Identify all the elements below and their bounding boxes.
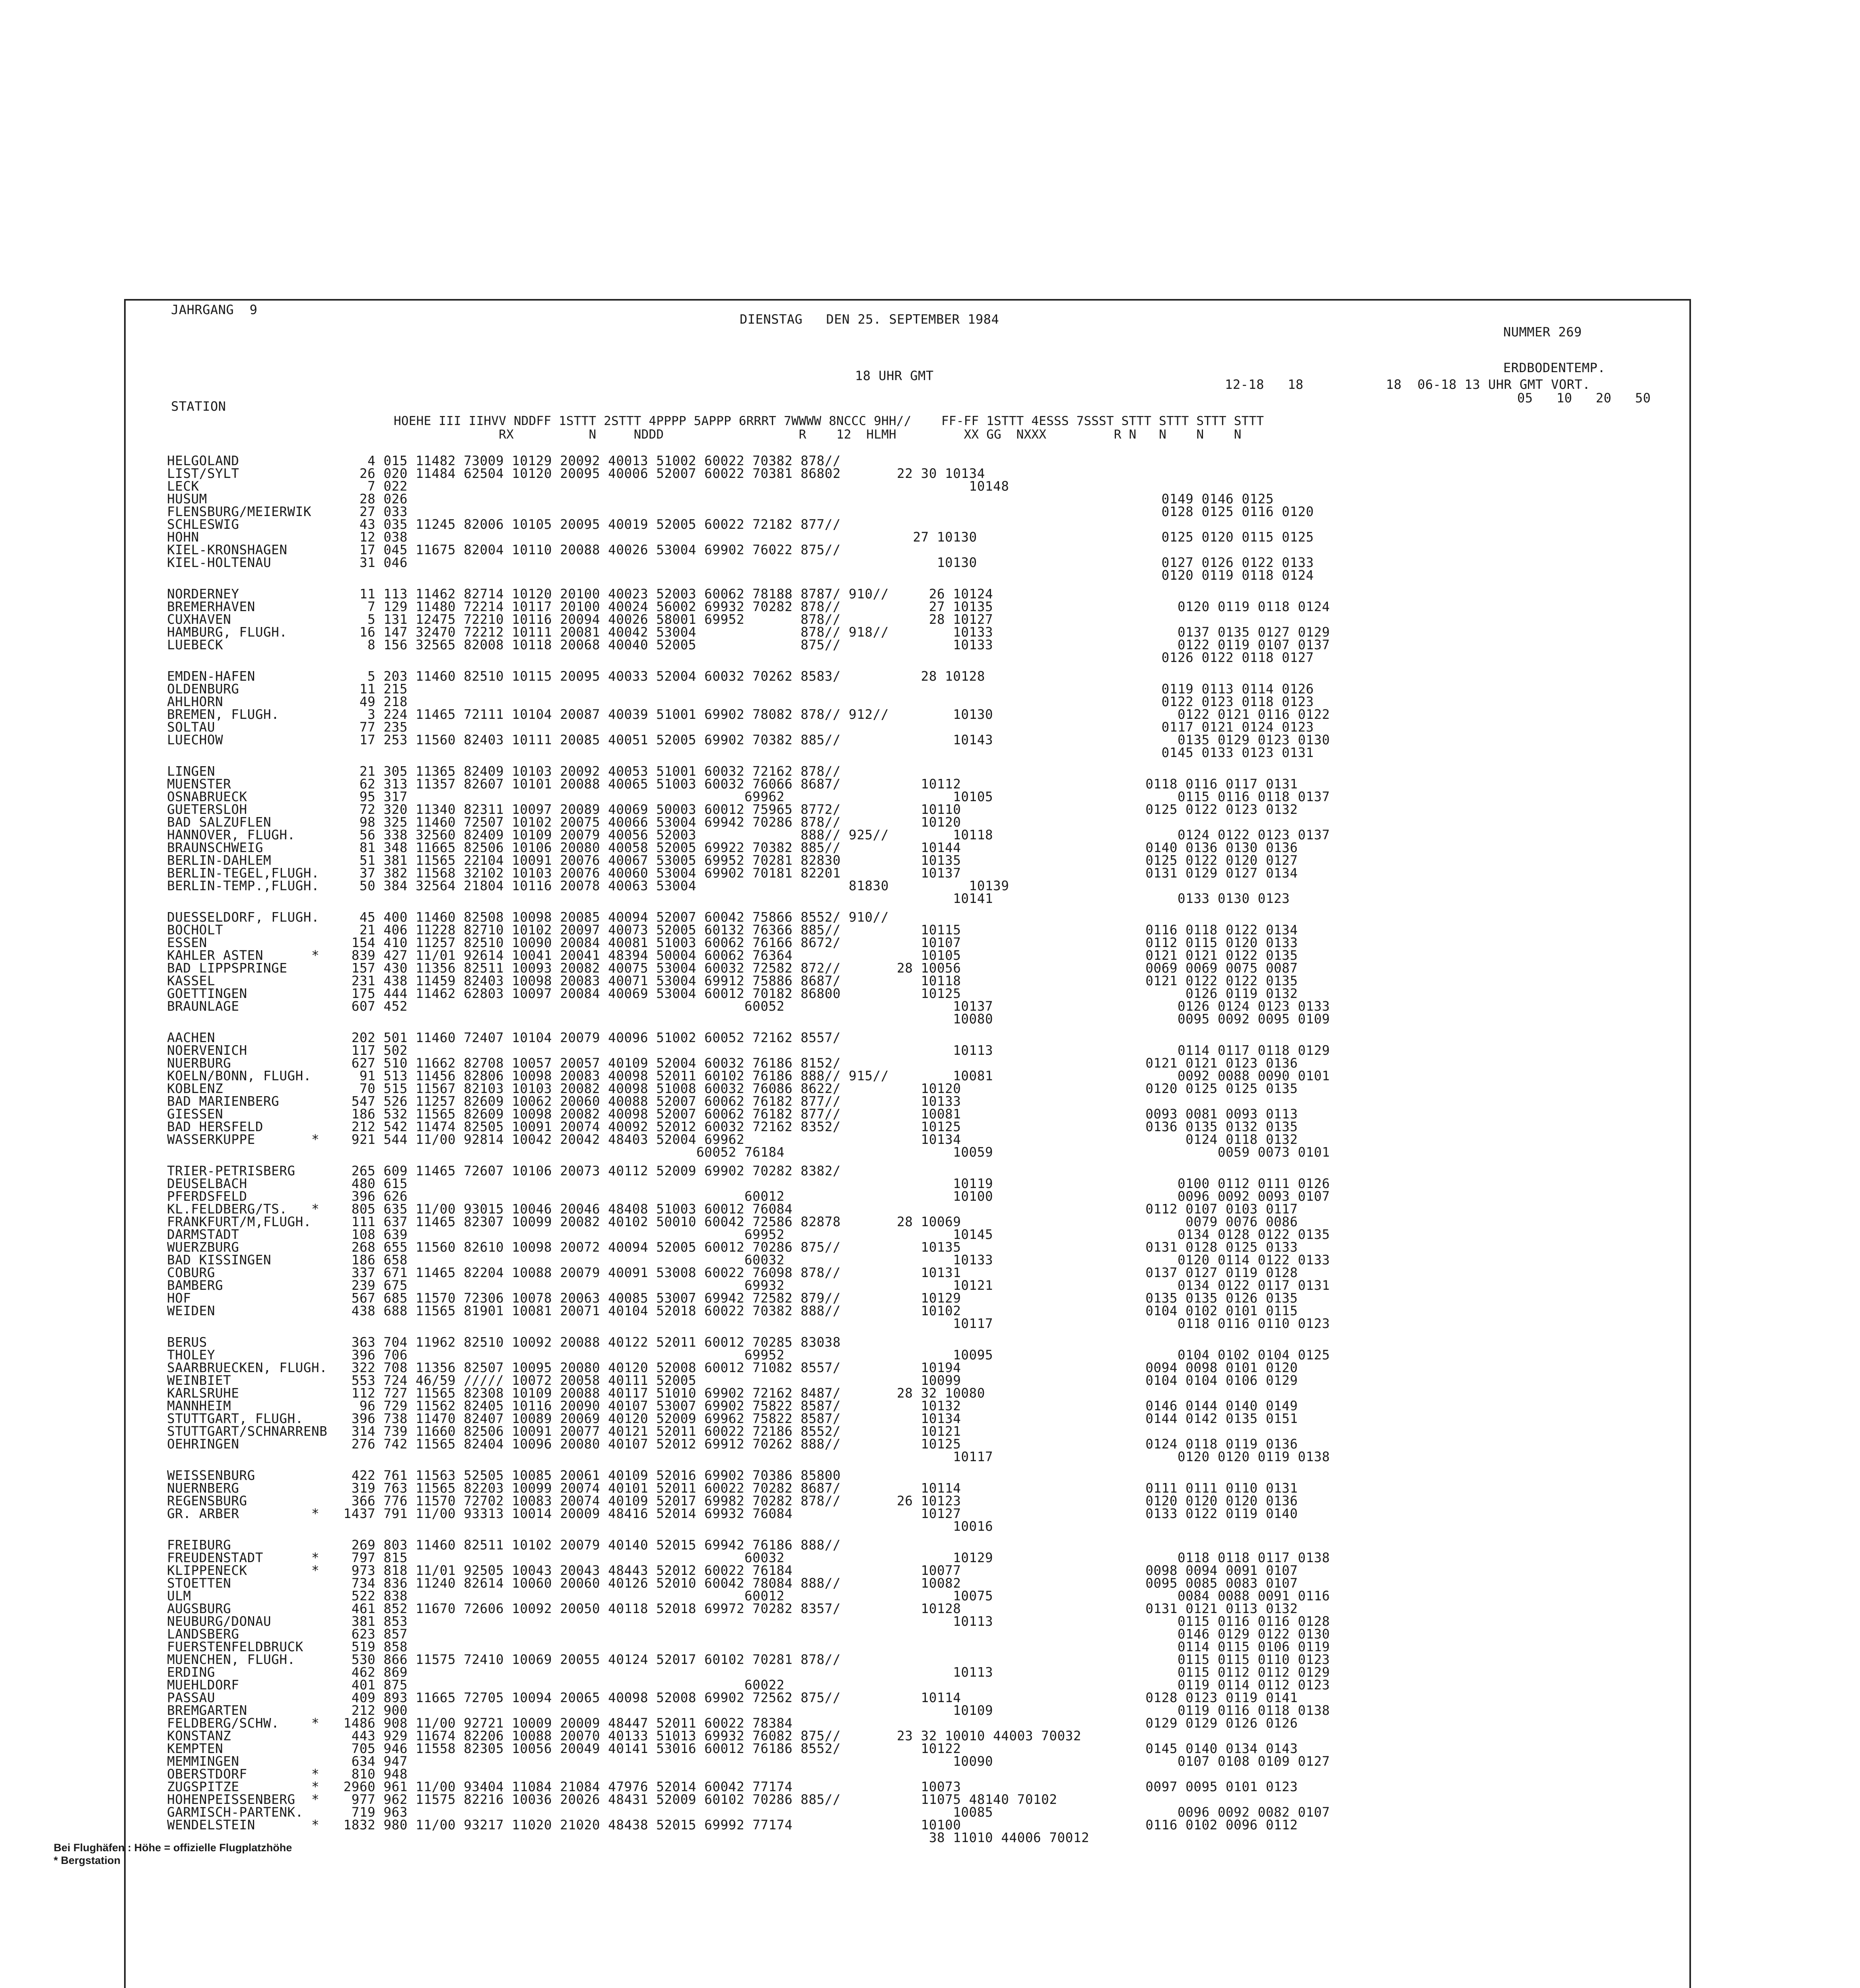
station-row: KIEL-KRONSHAGEN 17 045 11675 82004 10110 20088 40026 53004 69902 76022 875// (167, 542, 841, 557)
station-row: WENDELSTEIN * 1832 980 11/00 93217 11020 21020 48438 52015 69992 77174 10100 0116 0102 0096 0112 (167, 1817, 1298, 1833)
station-row: NOERVENICH 117 502 10113 0114 0117 0118 0129 (167, 1043, 1330, 1058)
station-row: KOELN/BONN, FLUGH. 91 513 11456 82806 10098 20083 40098 52011 60102 76186 888// 915// 10081 0092 0088 0090 0101 (167, 1068, 1330, 1083)
station-row: NORDERNEY 11 113 11462 82714 10120 20100 40023 52003 60062 78188 8787/ 910// 26 10124 (167, 586, 993, 602)
station-row: 10141 0133 0130 0123 (167, 891, 1290, 906)
station-row: AACHEN 202 501 11460 72407 10104 20079 40096 51002 60052 72162 8557/ (167, 1030, 841, 1045)
station-row: 10080 0095 0092 0095 0109 (167, 1011, 1330, 1027)
station-row: LUEBECK 8 156 32565 82008 10118 20068 40040 52005 875// 10133 0122 0119 0107 0137 (167, 637, 1330, 652)
station-row: MANNHEIM 96 729 11562 82405 10116 20090 40107 53007 69902 75822 8587/ 10132 0146 0144 0140 0149 (167, 1398, 1298, 1413)
station-row: LUECHOW 17 253 11560 82403 10111 20085 40051 52005 69902 70382 885// 10143 0135 0129 0123 0130 (167, 732, 1330, 747)
station-row: BAD KISSINGEN 186 658 60032 10133 0120 0114 0122 0133 (167, 1252, 1330, 1268)
period-heading-12-18: 12-18 18 (1225, 377, 1304, 392)
station-row: ULM 522 838 60012 10075 0084 0088 0091 0116 (167, 1588, 1330, 1604)
station-row: BAD HERSFELD 212 542 11474 82505 10091 20074 40092 52012 60032 72162 8352/ 10125 0136 0135 0132 0135 (167, 1119, 1298, 1134)
station-row: NUERNBERG 319 763 11565 82203 10099 20074 40101 52011 60022 70282 8687/ 10114 0111 0111 0110 0131 (167, 1481, 1298, 1496)
station-row: KLIPPENECK * 973 818 11/01 92505 10043 20043 48443 52012 60022 76184 10077 0098 0094 0091 0107 (167, 1563, 1298, 1578)
station-row: KOBLENZ 70 515 11567 82103 10103 20082 40098 51008 60032 76086 8622/ 10120 0120 0125 0125 0135 (167, 1081, 1298, 1096)
station-row: FELDBERG/SCHW. * 1486 908 11/00 92721 10009 20009 48447 52011 60022 78384 0129 0129 0126 0126 (167, 1716, 1298, 1731)
station-row: WUERZBURG 268 655 11560 82610 10098 20072 40094 52005 60012 70286 875// 10135 0131 0128 0125 0133 (167, 1240, 1298, 1255)
station-row: MUENCHEN, FLUGH. 530 866 11575 72410 10069 20055 40124 52017 60102 70281 878// 0115 0115 0110 0123 (167, 1652, 1330, 1667)
station-row: BAD SALZUFLEN 98 325 11460 72507 10102 20075 40066 53004 69942 70286 878// 10120 (167, 815, 961, 830)
station-row: OLDENBURG 11 215 0119 0113 0114 0126 (167, 681, 1314, 697)
station-row: BREMGARTEN 212 900 10109 0119 0116 0118 0138 (167, 1703, 1330, 1718)
jahrgang-label: JAHRGANG 9 (171, 302, 258, 317)
station-row: DARMSTADT 108 639 69952 10145 0134 0128 0122 0135 (167, 1227, 1330, 1242)
station-row: FRANKFURT/M,FLUGH. 111 637 11465 82307 10099 20082 40102 50010 60042 72586 82878 28 10069 0079 0076 0086 (167, 1214, 1298, 1229)
station-row: KONSTANZ 443 929 11674 82206 10088 20070 40133 51013 69932 76082 875// 23 32 10010 44003 70032 (167, 1728, 1081, 1743)
station-row: 10117 0120 0120 0119 0138 (167, 1449, 1330, 1464)
station-row: WEINBIET 553 724 46/59 ///// 10072 20058 40111 52005 10099 0104 0104 0106 0129 (167, 1373, 1298, 1388)
soil-temp-heading: ERDBODENTEMP. (1503, 360, 1605, 375)
station-row: MUENSTER 62 313 11357 82607 10101 20088 40065 51003 60032 76066 8687/ 10112 0118 0116 0117 0131 (167, 777, 1298, 792)
station-row: STUTTGART, FLUGH. 396 738 11470 82407 10089 20069 40120 52009 69962 75822 8587/ 10134 0144 0142 0135 0151 (167, 1411, 1298, 1426)
station-row: OBERSTDORF * 810 948 (167, 1767, 408, 1782)
station-row: BERLIN-DAHLEM 51 381 11565 22104 10091 20076 40067 53005 69952 70281 82830 10135 0125 0122 0120 0127 (167, 853, 1298, 868)
station-row: GOETTINGEN 175 444 11462 62803 10097 20084 40069 53004 60012 70182 86800 10125 0126 0119 0132 (167, 986, 1298, 1001)
column-codes-line1: HOEHE III IIHVV NDDFF 1STTT 2STTT 4PPPP 5APPP 6RRRT 7WWWW 8NCCC 9HH// FF-FF 1STTT 4ESSS 7SSST STTT STTT STTT STTT (394, 414, 1264, 428)
station-row: BOCHOLT 21 406 11228 82710 10102 20097 40073 52005 60132 76366 885// 10115 0116 0118 0122 0134 (167, 922, 1298, 938)
footnote-mountain-station: * Bergstation (54, 1854, 121, 1866)
station-row: LANDSBERG 623 857 0146 0129 0122 0130 (167, 1627, 1330, 1642)
station-row: KIEL-HOLTENAU 31 046 10130 0127 0126 0122 0133 (167, 555, 1314, 570)
station-row: EMDEN-HAFEN 5 203 11460 82510 10115 20095 40033 52004 60032 70262 8583/ 28 10128 (167, 669, 985, 684)
station-row: COBURG 337 671 11465 82204 10088 20079 40091 53008 60022 76098 878// 10131 0137 0127 0119 0128 (167, 1265, 1298, 1280)
station-row: BAMBERG 239 675 69932 10121 0134 0122 0117 0131 (167, 1278, 1330, 1293)
station-row: AHLHORN 49 218 0122 0123 0118 0123 (167, 694, 1314, 709)
station-row: FLENSBURG/MEIERWIK 27 033 0128 0125 0116 0120 (167, 504, 1314, 519)
station-row: TRIER-PETRISBERG 265 609 11465 72607 10106 20073 40112 52009 69902 70282 8382/ (167, 1163, 841, 1178)
station-row: 60052 76184 10059 0059 0073 0101 (167, 1145, 1330, 1160)
station-row: BREMERHAVEN 7 129 11480 72214 10117 20100 40024 56002 69932 70282 878// 27 10135 0120 0119 0118 0124 (167, 599, 1330, 614)
station-column-header: STATION (171, 399, 226, 414)
station-row: WEISSENBURG 422 761 11563 52505 10085 20061 40109 52016 69902 70386 85800 (167, 1468, 841, 1483)
station-row: DEUSELBACH 480 615 10119 0100 0112 0111 0126 (167, 1176, 1330, 1191)
station-row: HELGOLAND 4 015 11482 73009 10129 20092 40013 51002 60022 70382 878// (167, 453, 841, 468)
station-row: HOHN 12 038 27 10130 0125 0120 0115 0125 (167, 530, 1314, 545)
station-row: 0126 0122 0118 0127 (167, 650, 1314, 665)
station-row: ESSEN 154 410 11257 82510 10090 20084 40081 51003 60062 76166 8672/ 10107 0112 0115 0120 0133 (167, 935, 1298, 950)
station-row: SOLTAU 77 235 0117 0121 0124 0123 (167, 720, 1314, 735)
station-row: ZUGSPITZE * 2960 961 11/00 93404 11084 21084 47976 52014 60042 77174 10073 0097 0095 0101 0123 (167, 1779, 1298, 1794)
station-row: 0145 0133 0123 0131 (167, 745, 1314, 760)
station-row: OSNABRUECK 95 317 69962 10105 0115 0116 0118 0137 (167, 789, 1330, 804)
station-row: SAARBRUECKEN, FLUGH. 322 708 11356 82507 10095 20080 40120 52008 60012 71082 8557/ 10194 0094 0098 0101 0120 (167, 1360, 1298, 1375)
issue-number: NUMMER 269 (1503, 324, 1582, 340)
station-row: KASSEL 231 438 11459 82403 10098 20083 40071 53004 69912 75886 8687/ 10118 0121 0122 0122 0135 (167, 973, 1298, 988)
station-row: GARMISCH-PARTENK. 719 963 10085 0096 0092 0082 0107 (167, 1805, 1330, 1820)
station-row: CUXHAVEN 5 131 12475 72210 10116 20094 40026 58001 69952 878// 28 10127 (167, 612, 993, 627)
station-row: HOHENPEISSENBERG * 977 962 11575 82216 10036 20026 48431 52009 60102 70286 885// 11075 48140 70102 (167, 1792, 1057, 1807)
station-row: NUERBURG 627 510 11662 82708 10057 20057 40109 52004 60032 76186 8152/ 0121 0121 0123 0136 (167, 1056, 1298, 1071)
station-row: BREMEN, FLUGH. 3 224 11465 72111 10104 20087 40039 51001 69902 78082 878// 912// 10130 0122 0121 0116 0122 (167, 707, 1330, 722)
station-row: AUGSBURG 461 852 11670 72606 10092 20050 40118 52018 69972 70282 8357/ 10128 0131 0121 0113 0132 (167, 1601, 1298, 1616)
footnote-airports: Bei Flughäfen : Höhe = offizielle Flugplatzhöhe (54, 1842, 292, 1854)
station-row: HOF 567 685 11570 72306 10078 20063 40085 53007 69942 72582 879// 10129 0135 0135 0126 0135 (167, 1291, 1298, 1306)
soil-depths-heading: 05 10 20 50 (1517, 390, 1651, 406)
station-row: HANNOVER, FLUGH. 56 338 32560 82409 10109 20079 40056 52003 888// 925// 10118 0124 0122 0123 0137 (167, 827, 1330, 843)
station-row: FREUDENSTADT * 797 815 60032 10129 0118 0118 0117 0138 (167, 1550, 1330, 1565)
station-row: STOETTEN 734 836 11240 82614 10060 20060 40126 52010 60042 78084 888// 10082 0095 0085 0083 0107 (167, 1576, 1298, 1591)
station-row: ERDING 462 869 10113 0115 0112 0112 0129 (167, 1665, 1330, 1680)
issue-date: DIENSTAG DEN 25. SEPTEMBER 1984 (740, 312, 999, 327)
station-row: LIST/SYLT 26 020 11484 62504 10120 20095 40006 52007 60022 70381 86802 22 30 10134 (167, 466, 985, 481)
station-row: BERUS 363 704 11962 82510 10092 20088 40122 52011 60012 70285 83038 (167, 1335, 841, 1350)
station-row: PASSAU 409 893 11665 72705 10094 20065 40098 52008 69902 72562 875// 10114 0128 0123 0119 0141 (167, 1690, 1298, 1705)
station-row: REGENSBURG 366 776 11570 72702 10083 20074 40109 52017 69982 70282 878// 26 10123 0120 0120 0120 0136 (167, 1493, 1298, 1508)
station-row: GUETERSLOH 72 320 11340 82311 10097 20089 40069 50003 60012 75965 8772/ 10110 0125 0122 0123 0132 (167, 802, 1298, 817)
station-row: WASSERKUPPE * 921 544 11/00 92814 10042 20042 48403 52004 69962 10134 0124 0118 0132 (167, 1132, 1298, 1147)
station-row: BAD MARIENBERG 547 526 11257 82609 10062 20060 40088 52007 60062 76182 877// 10133 (167, 1094, 961, 1109)
station-row: MEMMINGEN 634 947 10090 0107 0108 0109 0127 (167, 1754, 1330, 1769)
station-row: BRAUNLAGE 607 452 60052 10137 0126 0124 0123 0133 (167, 999, 1330, 1014)
station-row: STUTTGART/SCHNARRENB 314 739 11660 82506 10091 20077 40121 52011 60022 72186 8552/ 10121 (167, 1424, 961, 1439)
station-row: BAD LIPPSPRINGE 157 430 11356 82511 10093 20082 40075 53004 60032 72582 872// 28 10056 0069 0069 0075 0087 (167, 961, 1298, 976)
station-row: 38 11010 44006 70012 (167, 1830, 1090, 1845)
station-row: 10016 (167, 1519, 993, 1534)
column-codes-line2: RX N NDDD R 12 HLMH XX GG NXXX R N N N N (394, 427, 1242, 442)
station-row: 10117 0118 0116 0110 0123 (167, 1316, 1330, 1331)
station-row: PFERDSFELD 396 626 60012 10100 0096 0092 0093 0107 (167, 1189, 1330, 1204)
station-row: SCHLESWIG 43 035 11245 82006 10105 20095 40019 52005 60022 72182 877// (167, 517, 841, 532)
station-row: THOLEY 396 706 69952 10095 0104 0102 0104 0125 (167, 1347, 1330, 1363)
station-row: 0120 0119 0118 0124 (167, 568, 1314, 583)
station-row: FUERSTENFELDBRUCK 519 858 0114 0115 0106 0119 (167, 1639, 1330, 1654)
station-row: MUEHLDORF 401 875 60022 0119 0114 0112 0123 (167, 1677, 1330, 1693)
station-row: HAMBURG, FLUGH. 16 147 32470 72212 10111 20081 40042 53004 878// 918// 10133 0137 0135 0127 0129 (167, 625, 1330, 640)
station-row: DUESSELDORF, FLUGH. 45 400 11460 82508 10098 20085 40094 52007 60042 75866 8552/ 910// (167, 910, 889, 925)
station-row: LINGEN 21 305 11365 82409 10103 20092 40053 51001 60032 72162 878// (167, 764, 841, 779)
station-row: BRAUNSCHWEIG 81 348 11665 82506 10106 20080 40058 52005 69922 70382 885// 10144 0140 0136 0130 0136 (167, 840, 1298, 855)
station-row: KAHLER ASTEN * 839 427 11/01 92614 10041 20041 48394 50004 60062 76364 10105 0121 0121 0122 0135 (167, 948, 1298, 963)
station-row: KEMPTEN 705 946 11558 82305 10056 20049 40141 53016 60012 76186 8552/ 10122 0145 0140 0134 0143 (167, 1741, 1298, 1756)
station-row: FREIBURG 269 803 11460 82511 10102 20079 40140 52015 69942 76186 888// (167, 1538, 841, 1553)
period-heading-18-06: 18 06-18 13 UHR GMT VORT. (1386, 377, 1590, 392)
station-row: KARLSRUHE 112 727 11565 82308 10109 20088 40117 51010 69902 72162 8487/ 28 32 10080 (167, 1386, 985, 1401)
station-row: GIESSEN 186 532 11565 82609 10098 20082 40098 52007 60062 76182 877// 10081 0093 0081 0093 0113 (167, 1107, 1298, 1122)
station-row: BERLIN-TEGEL,FLUGH. 37 382 11568 32102 10103 20076 40060 53004 69902 70181 82201 10137 0131 0129 0127 0134 (167, 866, 1298, 881)
station-row: WEIDEN 438 688 11565 81901 10081 20071 40104 52018 60022 70382 888// 10102 0104 0102 0101 0115 (167, 1303, 1298, 1318)
station-row: GR. ARBER * 1437 791 11/00 93313 10014 20009 48416 52014 69932 76084 10127 0133 0122 0119 0140 (167, 1506, 1298, 1521)
station-row: HUSUM 28 026 0149 0146 0125 (167, 491, 1274, 507)
station-row: OEHRINGEN 276 742 11565 82404 10096 20080 40107 52012 69912 70262 888// 10125 0124 0118 0119 0136 (167, 1437, 1298, 1452)
station-row: BERLIN-TEMP.,FLUGH. 50 384 32564 21804 10116 20078 40063 53004 81830 10139 (167, 878, 1009, 893)
station-row: LECK 7 022 10148 (167, 479, 1009, 494)
station-row: KL.FELDBERG/TS. * 805 635 11/00 93015 10046 20046 48408 51003 60012 76084 0112 0107 0103 0117 (167, 1202, 1298, 1217)
observation-time-heading: 18 UHR GMT (855, 368, 934, 383)
station-row: NEUBURG/DONAU 381 853 10113 0115 0116 0116 0128 (167, 1614, 1330, 1629)
